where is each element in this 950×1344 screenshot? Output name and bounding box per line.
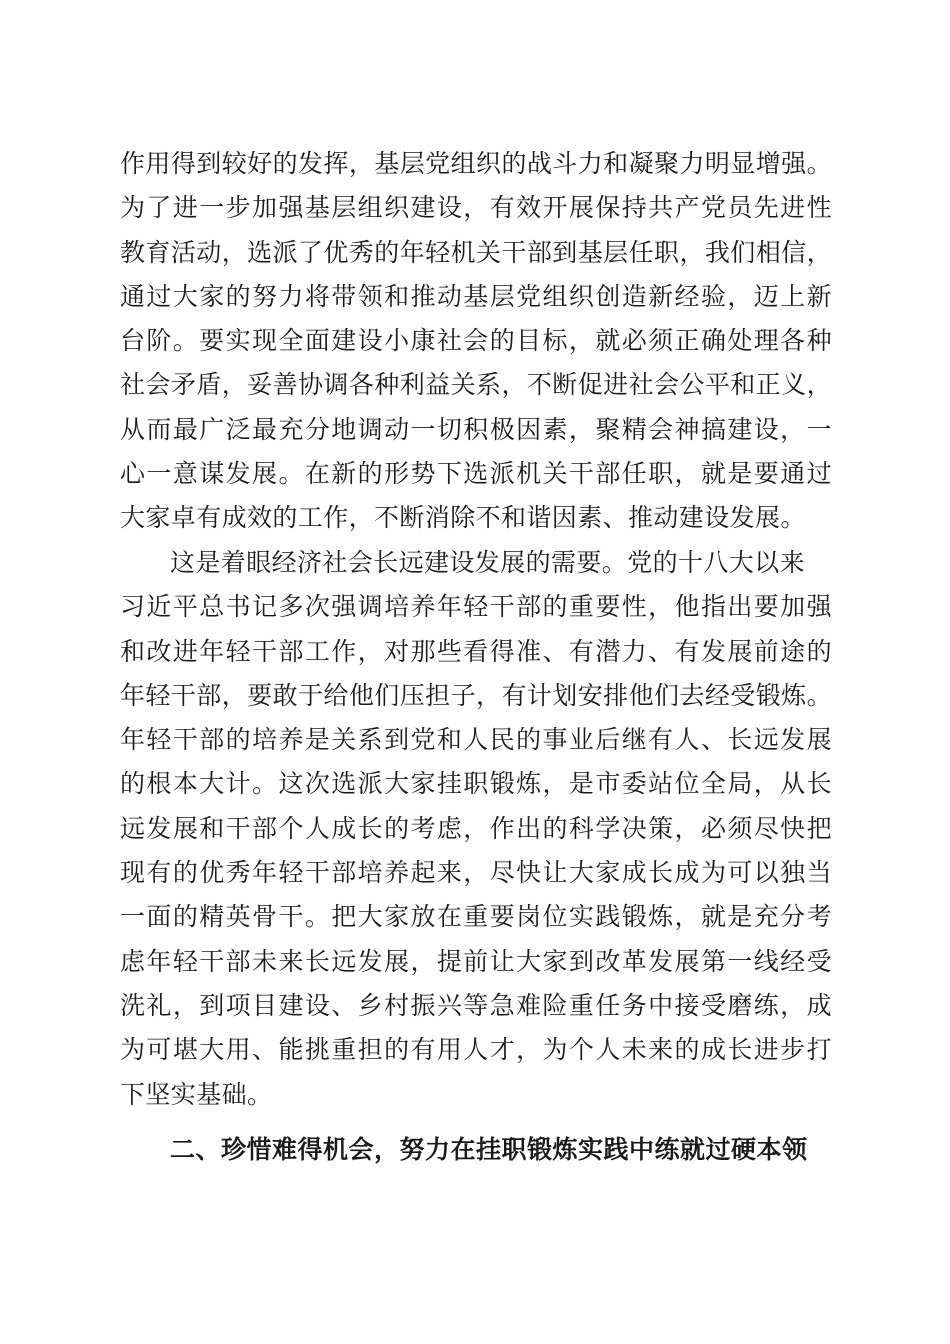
- paragraph-line: 为可堪大用、能挑重担的有用人才，为个人未来的成长进步打: [120, 1035, 832, 1065]
- paragraph-line: 从而最广泛最充分地调动一切积极因素，聚精会神搞建设，一: [120, 414, 832, 444]
- paragraph-line: 和改进年轻干部工作，对那些看得准、有潜力、有发展前途的: [120, 636, 832, 666]
- paragraph-line: 虑年轻干部未来长远发展，提前让大家到改革发展第一线经受: [120, 946, 832, 976]
- paragraph-line: 作用得到较好的发挥，基层党组织的战斗力和凝聚力明显增强。: [120, 149, 832, 178]
- section-heading: 二、珍惜难得机会，努力在挂职锻炼实践中练就过硬本领: [170, 1135, 808, 1164]
- paragraph-2: [120, 541, 832, 1117]
- paragraph-line: 年轻干部，要敢于给他们压担子，有计划安排他们去经受锻炼。: [120, 680, 832, 710]
- paragraph-line: 习近平总书记多次强调培养年轻干部的重要性，他指出要加强: [120, 592, 832, 622]
- paragraph-1: [120, 142, 832, 541]
- paragraph-line: 一面的精英骨干。把大家放在重要岗位实践锻炼，就是充分考: [120, 902, 832, 932]
- paragraph-line: 年轻干部的培养是关系到党和人民的事业后继有人、长远发展: [120, 725, 832, 755]
- paragraph-line: 通过大家的努力将带领和推动基层党组织创造新经验，迈上新: [120, 281, 832, 311]
- paragraph-line: 社会矛盾，妥善协调各种利益关系，不断促进社会公平和正义，: [120, 370, 832, 400]
- paragraph-line: 大家卓有成效的工作，不断消除不和谐因素、推动建设发展。: [120, 503, 806, 533]
- paragraph-line: 现有的优秀年轻干部培养起来，尽快让大家成长成为可以独当: [120, 858, 832, 888]
- paragraph-line: 远发展和干部个人成长的考虑，作出的科学决策，必须尽快把: [120, 813, 832, 843]
- paragraph-line: 台阶。要实现全面建设小康社会的目标，就必须正确处理各种: [120, 326, 832, 356]
- paragraph-line: 下坚实基础。: [120, 1079, 273, 1109]
- paragraph-line: 洗礼，到项目建设、乡村振兴等急难险重任务中接受磨练，成: [120, 990, 832, 1020]
- paragraph-line: 为了进一步加强基层组织建设，有效开展保持共产党员先进性: [120, 193, 832, 223]
- paragraph-line: 的根本大计。这次选派大家挂职锻炼，是市委站位全局，从长: [120, 769, 832, 799]
- paragraph-line: 心一意谋发展。在新的形势下选派机关干部任职，就是要通过: [120, 459, 832, 489]
- paragraph-first-line: 这是着眼经济社会长远建设发展的需要。党的十八大以来: [170, 548, 806, 577]
- paragraph-line: 教育活动，选派了优秀的年轻机关干部到基层任职，我们相信，: [120, 237, 832, 267]
